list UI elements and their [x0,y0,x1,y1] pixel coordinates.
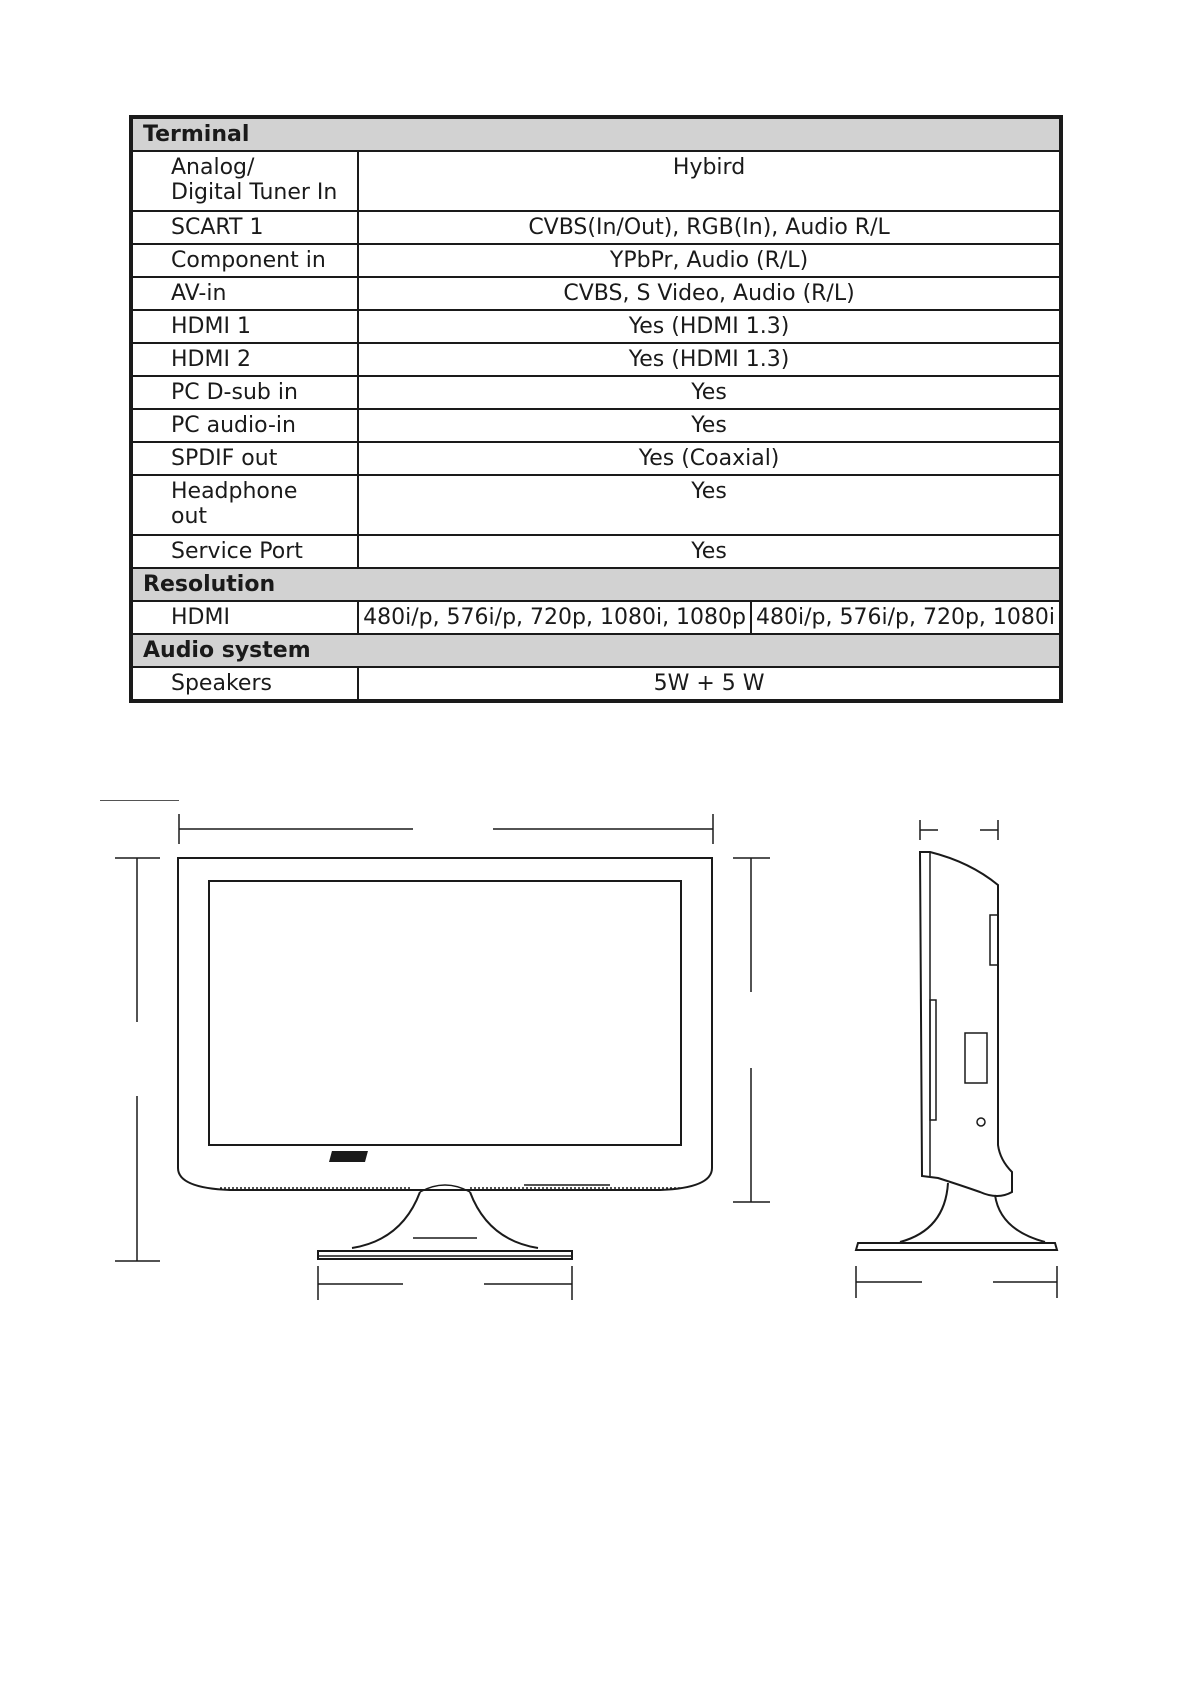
row-value: Yes [358,376,1061,409]
side-stand-base [856,1243,1057,1250]
tv-bezel [178,858,712,1190]
svg-text:acer: acer [436,1152,461,1163]
row-value: CVBS(In/Out), RGB(In), Audio R/L [358,211,1061,244]
dimension-drawings [100,800,1080,1320]
row-label: Component in [131,244,358,277]
panel-height-dimension [733,858,770,1202]
row-value: YPbPr, Audio (R/L) [358,244,1061,277]
table-row [131,277,1061,310]
section-title: Terminal [131,117,1061,151]
row-label: SPDIF out [131,442,358,475]
row-value: Yes (Coaxial) [358,442,1061,475]
side-body [920,852,1012,1196]
stand-base [318,1251,572,1259]
section-header-resolution [131,568,1061,601]
row-label: HDMI 2 [131,343,358,376]
row-label: AV-in [131,277,358,310]
row-value-a: 480i/p, 576i/p, 720p, 1080i, 1080p [358,601,751,634]
section-title: Resolution [131,568,1061,601]
base-width-dimension [318,1266,572,1300]
acer-logo [329,1151,461,1163]
table-row [131,244,1061,277]
row-value-b: 480i/p, 576i/p, 720p, 1080i [751,601,1061,634]
row-value: Yes (HDMI 1.3) [358,343,1061,376]
front-height-dimension [115,858,160,1261]
row-label: Analog/ Digital Tuner In [131,151,358,211]
side-stand-neck [900,1183,1045,1242]
row-label: PC D-sub in [131,376,358,409]
row-value: Yes [358,535,1061,568]
row-value: 5W + 5 W [358,667,1061,701]
table-row [131,667,1061,701]
side-depth-dimension [920,820,998,840]
section-header-audio-system [131,634,1061,667]
spec-table [129,115,1063,703]
table-row [131,310,1061,343]
row-label: HDMI [131,601,358,634]
table-row [131,442,1061,475]
row-label: Headphone out [131,475,358,535]
table-row [131,151,1061,211]
table-row [131,409,1061,442]
section-header-terminal [131,117,1061,151]
front-view-drawing [100,800,770,1300]
front-width-dimension [100,800,713,844]
table-row [131,376,1061,409]
table-row [131,601,1061,634]
side-view-drawing [856,820,1057,1298]
row-value: Yes [358,409,1061,442]
row-label: HDMI 1 [131,310,358,343]
row-value: Yes [358,475,1061,535]
row-label: SCART 1 [131,211,358,244]
table-row [131,535,1061,568]
table-row [131,475,1061,535]
row-label: PC audio-in [131,409,358,442]
side-ports [965,1033,987,1083]
row-label: Speakers [131,667,358,701]
stand-neck [352,1192,538,1248]
row-label: Service Port [131,535,358,568]
table-row [131,343,1061,376]
section-title: Audio system [131,634,1061,667]
row-value: Yes (HDMI 1.3) [358,310,1061,343]
table-row [131,211,1061,244]
row-value: Hybird [358,151,1061,211]
side-base-dimension [856,1266,1057,1298]
row-value: CVBS, S Video, Audio (R/L) [358,277,1061,310]
tv-screen [209,881,681,1145]
